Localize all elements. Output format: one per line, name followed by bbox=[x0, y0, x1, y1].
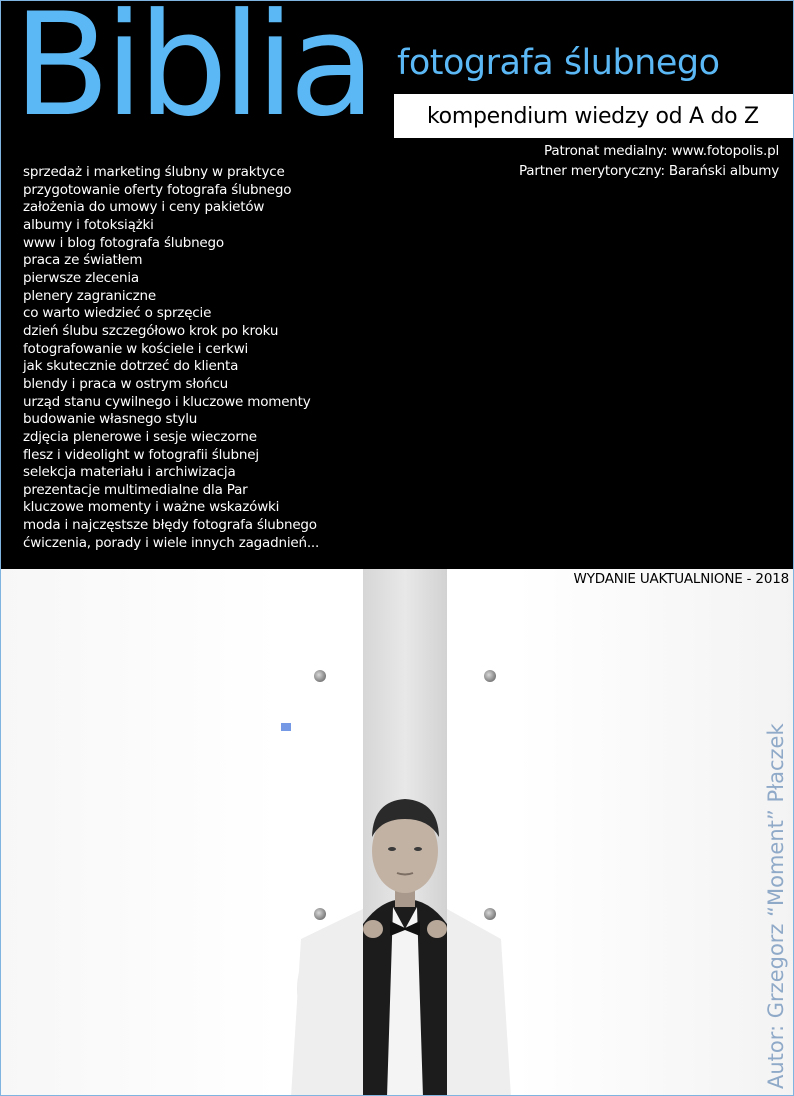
topic-item: założenia do umowy i ceny pakietów bbox=[23, 199, 265, 216]
patronage-block bbox=[519, 141, 779, 181]
topic-item: moda i najczęstsze błędy fotografa ślubnego bbox=[23, 517, 317, 534]
cover-title: Biblia bbox=[13, 0, 370, 148]
author-label: Autor: Grzegorz “Moment” Płaczek bbox=[764, 723, 788, 1089]
partner-line: Partner merytoryczny: Barański albumy bbox=[518, 163, 779, 179]
edition-label: WYDANIE UAKTUALNIONE - 2018 bbox=[573, 571, 789, 587]
topic-item: pierwsze zlecenia bbox=[23, 269, 139, 286]
subtitle-box bbox=[394, 94, 794, 138]
topic-item: blendy i praca w ostrym słońcu bbox=[23, 375, 229, 392]
knob-bottom-left bbox=[314, 908, 326, 920]
cover-photo bbox=[1, 569, 794, 1096]
topic-item: jak skutecznie dotrzeć do klienta bbox=[23, 358, 239, 375]
topic-item: przygotowanie oferty fotografa ślubnego bbox=[23, 181, 292, 198]
glass-sticker bbox=[281, 723, 291, 731]
topic-list bbox=[23, 164, 319, 552]
groom-figure bbox=[363, 799, 447, 1096]
reflection-left-body bbox=[291, 909, 363, 1096]
patronage-line: Patronat medialny: www.fotopolis.pl bbox=[544, 143, 779, 159]
topic-item: albumy i fotoksiążki bbox=[23, 216, 154, 233]
topic-item: selekcja materiału i archiwizacja bbox=[23, 464, 236, 481]
topic-item: flesz i videolight w fotografii ślubnej bbox=[23, 446, 259, 463]
topic-item: dzień ślubu szczegółowo krok po kroku bbox=[23, 322, 279, 339]
topic-item: prezentacje multimedialne dla Par bbox=[23, 481, 248, 498]
knob-top-left bbox=[314, 670, 326, 682]
topic-item: co warto wiedzieć o sprzęcie bbox=[23, 305, 212, 322]
topic-item: urząd stanu cywilnego i kluczowe momenty bbox=[23, 393, 311, 410]
topic-item: ćwiczenia, porady i wiele innych zagadnień... bbox=[23, 534, 320, 551]
topic-item: www i blog fotografa ślubnego bbox=[23, 234, 224, 251]
topic-item: praca ze światłem bbox=[23, 252, 143, 269]
topic-item: sprzedaż i marketing ślubny w praktyce bbox=[23, 164, 285, 180]
topic-item: budowanie własnego stylu bbox=[23, 411, 198, 428]
groom-photo-illustration bbox=[1, 569, 794, 1096]
reflection-right-body bbox=[447, 909, 511, 1096]
topic-item: plenery zagraniczne bbox=[23, 287, 156, 304]
topic-item: fotografowanie w kościele i cerkwi bbox=[23, 340, 249, 357]
title-panel bbox=[1, 1, 794, 569]
topic-item: zdjęcia plenerowe i sesje wieczorne bbox=[23, 428, 257, 445]
knob-bottom-right bbox=[484, 908, 496, 920]
cover-title-sub: fotografa ślubnego bbox=[397, 43, 720, 83]
cover-subtitle: kompendium wiedzy od A do Z bbox=[427, 103, 759, 129]
knob-top-right bbox=[484, 670, 496, 682]
topic-item: kluczowe momenty i ważne wskazówki bbox=[23, 499, 280, 516]
